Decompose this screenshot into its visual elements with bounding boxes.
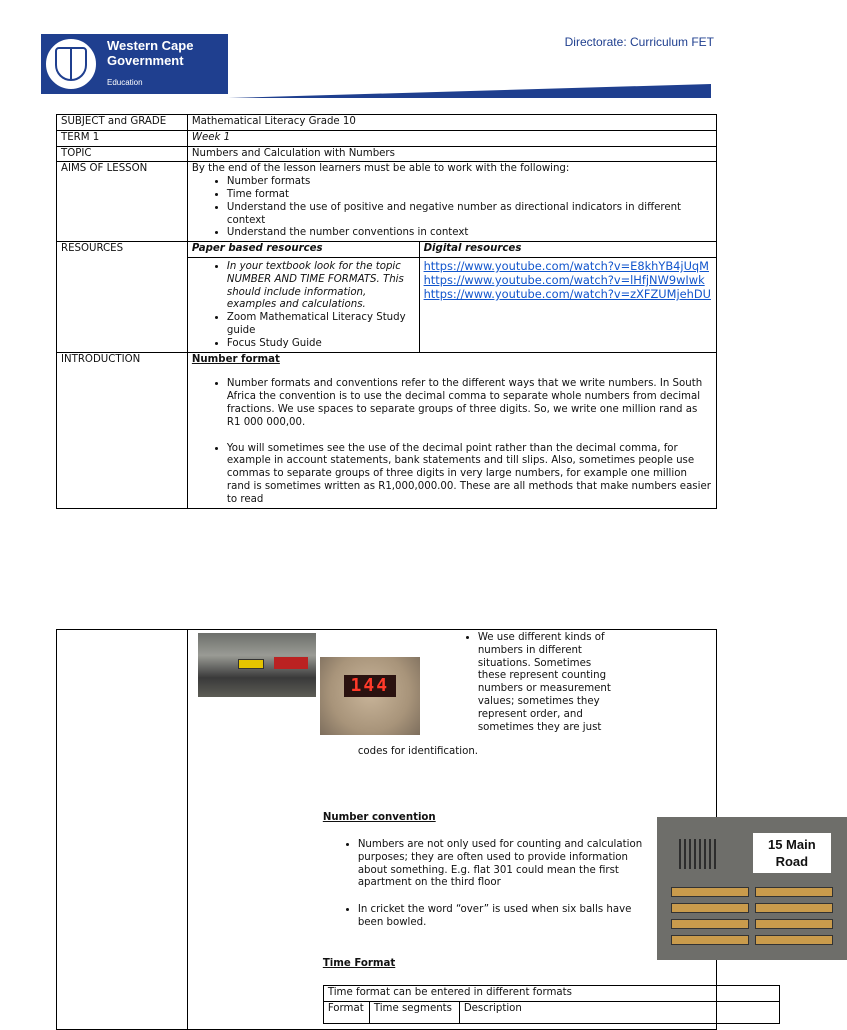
aims-cell: [187, 162, 716, 242]
list-item: • Understand the number conventions in context: [227, 227, 712, 240]
paper-resources-cell: [187, 257, 419, 352]
elevator-photo: [320, 657, 420, 735]
table-row: [57, 242, 717, 258]
car-photo: [198, 633, 316, 697]
introduction-label: INTRODUCTION: [57, 352, 188, 508]
list-item: • In your textbook look for the topic NUMBER AND TIME FORMATS. This should include information, examples and calculations.: [227, 261, 415, 312]
directorate-label: Directorate: Curriculum FET: [564, 35, 714, 49]
table-row: [57, 146, 717, 162]
number-convention-heading: Number convention: [322, 812, 436, 823]
continued-table: [56, 629, 816, 1030]
aims-list: [192, 176, 712, 240]
table-row: [57, 352, 717, 508]
topic-label: TOPIC: [57, 146, 188, 162]
table-row: [57, 630, 717, 1030]
list-item: • We use different kinds of numbers in different situations. Sometimes these represent counting numbers or measurement values; sometimes they represent order, and sometimes they are just: [478, 632, 616, 734]
intercom-photo: [657, 817, 847, 960]
subject-label: SUBJECT and GRADE: [57, 115, 188, 131]
table-row: [323, 986, 779, 1002]
aims-label: AIMS OF LESSON: [57, 162, 188, 242]
youtube-link-1[interactable]: https://www.youtube.com/watch?v=E8khYB4jUqM: [423, 258, 709, 273]
wcg-logo: [41, 34, 228, 94]
youtube-link-2[interactable]: https://www.youtube.com/watch?v=lHfjNW9wIwk: [423, 272, 705, 287]
table-row: [57, 130, 717, 146]
topic-value: Numbers and Calculation with Numbers: [187, 146, 716, 162]
number-convention-list: [323, 839, 653, 930]
time-format-table: [323, 985, 780, 1024]
coat-of-arms-icon: [44, 37, 98, 91]
list-item: • Number formats and conventions refer to the different ways that we write numbers. In South Africa the convention is to use the decimal comma to separate whole numbers from decimal fractions. We use spaces to separate groups of three digits. So, we write one million rand as R1 000 000,00.: [227, 378, 712, 429]
subject-value: Mathematical Literacy Grade 10: [187, 115, 716, 131]
logo-subtitle: Education: [107, 78, 143, 87]
header-accent-bar: [228, 84, 711, 98]
list-item: • Numbers are not only used for counting and calculation purposes; they are often used to provide information about something. E.g. flat 301 could mean the first apartment on the third floor: [358, 839, 653, 890]
number-format-heading: Number format: [191, 353, 280, 365]
kinds-tail: codes for identification.: [357, 746, 479, 757]
youtube-link-3[interactable]: https://www.youtube.com/watch?v=zXFZUMjehDU: [423, 286, 711, 301]
elevator-display: 144: [344, 675, 396, 697]
digital-resources-cell: [419, 257, 716, 352]
resources-label: RESOURCES: [57, 242, 188, 352]
column-header-format: Format: [323, 1001, 369, 1023]
term-label: TERM 1: [57, 130, 188, 146]
time-format-caption: Time format can be entered in different formats: [323, 986, 779, 1002]
table-row: [57, 115, 717, 131]
logo-title: Western Cape Government: [107, 38, 194, 68]
column-header-time-segments: Time segments: [369, 1001, 459, 1023]
list-item: • Time format: [227, 189, 712, 202]
aims-intro: By the end of the lesson learners must be able to work with the following:: [191, 163, 570, 175]
continued-content-cell: [187, 630, 816, 1030]
list-item: • Focus Study Guide: [227, 338, 415, 351]
lesson-table: [56, 114, 717, 509]
digital-resources-heading: Digital resources: [419, 242, 716, 258]
term-value: Week 1: [187, 130, 716, 146]
time-format-heading: Time Format: [322, 958, 396, 969]
introduction-cell: [187, 352, 716, 508]
list-item: • Number formats: [227, 176, 712, 189]
paper-resources-list: [188, 261, 415, 351]
list-item: • Understand the use of positive and negative number as directional indicators in different context: [227, 202, 712, 228]
kinds-list: [456, 632, 616, 734]
list-item: • In cricket the word “over” is used when six balls have been bowled.: [358, 904, 653, 930]
table-row: [323, 1001, 779, 1023]
column-header-description: Description: [459, 1001, 779, 1023]
list-item: • You will sometimes see the use of the decimal point rather than the decimal comma, for example in account statements, bank statements and till slips. Also, sometimes people use commas to separate groups of three digits in very large numbers, for example one million rand is sometimes written as R1,000,000.00. These are all methods that make numbers easier to read: [227, 443, 712, 507]
number-format-list: [192, 378, 712, 506]
empty-label-cell: [57, 630, 188, 1030]
paper-resources-heading: Paper based resources: [187, 242, 419, 258]
list-item: • Zoom Mathematical Literacy Study guide: [227, 312, 415, 338]
intercom-address: 15 Main Road: [753, 833, 831, 873]
table-row: [57, 162, 717, 242]
